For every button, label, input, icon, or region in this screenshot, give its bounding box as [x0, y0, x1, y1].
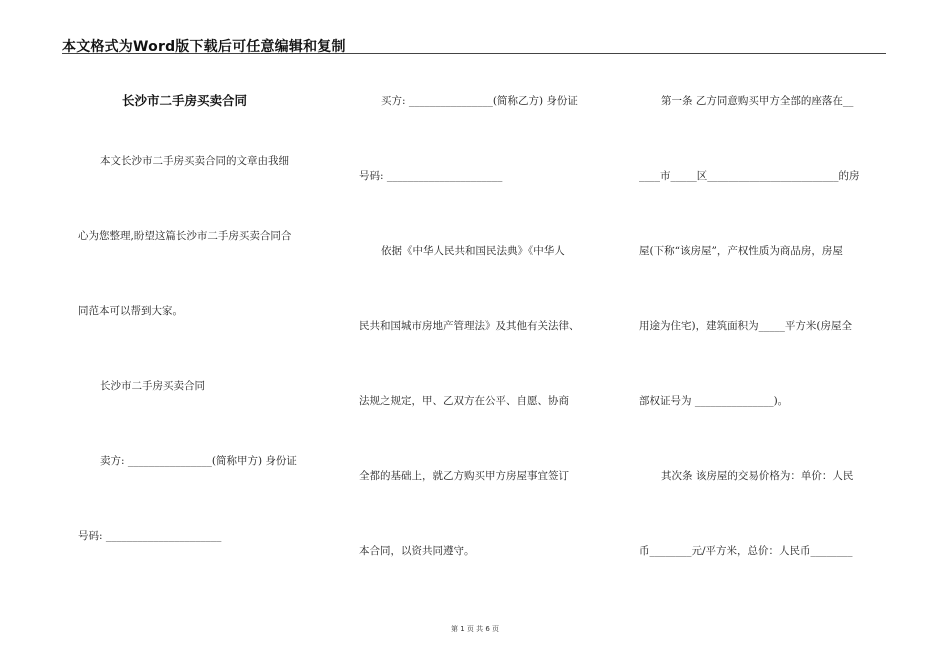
paragraph-line: 部权证号为 _______________)。 — [639, 395, 789, 407]
paragraph-line: 依据《中华人民共和国民法典》《中华人 — [381, 245, 565, 257]
paragraph-line: 本文长沙市二手房买卖合同的文章由我细 — [100, 155, 289, 167]
paragraph-line: 屋(下称“该房屋”，产权性质为商品房，房屋 — [639, 245, 843, 257]
buyer-line: 买方: ________________(简称乙方) 身份证 — [381, 95, 578, 107]
page-number-footer: 第 1 页 共 6 页 — [450, 625, 500, 633]
paragraph-line: 用途为住宅)，建筑面积为_____平方米(房屋全 — [639, 320, 852, 332]
document-banner: 本文格式为Word版下载后可任意编辑和复制 — [62, 39, 346, 55]
seller-id-line: 号码: ______________________ — [78, 530, 222, 542]
buyer-id-line: 号码: ______________________ — [359, 170, 503, 182]
paragraph-line: ____市_____区_________________________的房 — [639, 170, 860, 182]
paragraph-line: 本合同，以资共同遵守。 — [359, 545, 475, 557]
header-rule — [62, 53, 886, 54]
seller-line: 卖方: ________________(简称甲方) 身份证 — [100, 455, 297, 467]
article-2-line: 其次条 该房屋的交易价格为：单价：人民 — [661, 470, 854, 482]
paragraph-line: 法规之规定，甲、乙双方在公平、自愿、协商 — [359, 395, 569, 407]
paragraph-line: 民共和国城市房地产管理法》及其他有关法律、 — [359, 320, 580, 332]
paragraph-line: 全都的基础上，就乙方购买甲方房屋事宜签订 — [359, 470, 569, 482]
paragraph-line: 同范本可以帮到大家。 — [78, 305, 183, 317]
paragraph-line: 心为您整理,盼望这篇长沙市二手房买卖合同合 — [78, 230, 292, 242]
section-heading: 长沙市二手房买卖合同 — [100, 380, 205, 392]
document-title: 长沙市二手房买卖合同 — [122, 93, 248, 108]
paragraph-line: 币________元/平方米，总价：人民币________ — [639, 545, 853, 557]
article-1-line: 第一条 乙方同意购买甲方全部的座落在__ — [661, 95, 854, 107]
